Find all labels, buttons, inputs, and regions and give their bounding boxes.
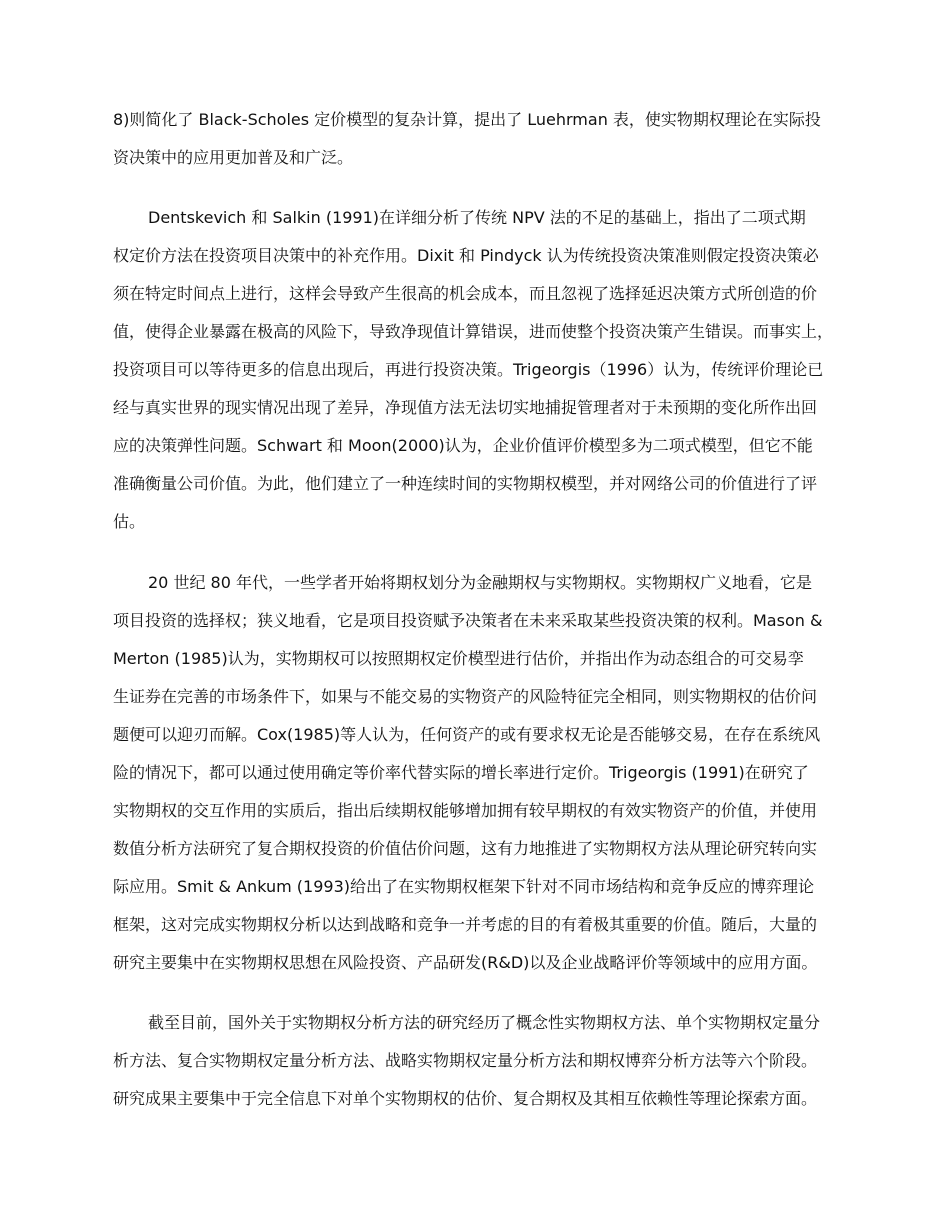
text-line: 20 世纪 80 年代，一些学者开始将期权划分为金融期权与实物期权。实物期权广义地看，它是 (148, 573, 812, 592)
text-line: 研究成果主要集中于完全信息下对单个实物期权的估价、复合期权及其相互依赖性等理论探索方面。 (113, 1089, 818, 1108)
text-line: 项目投资的选择权；狭义地看，它是项目投资赋予决策者在未来采取某些投资决策的权利。Mason & (113, 611, 823, 630)
text-line: 应的决策弹性问题。Schwart 和 Moon(2000)认为，企业价值评价模型多为二项式模型，但它不能 (113, 436, 813, 455)
text-line: 8)则简化了 Black-Scholes 定价模型的复杂计算，提出了 Luehrman 表，使实物期权理论在实际投 (113, 110, 821, 129)
text-line: 生证券在完善的市场条件下，如果与不能交易的实物资产的风险特征完全相同，则实物期权的估价问 (113, 687, 818, 706)
text-line: 研究主要集中在实物期权思想在风险投资、产品研发(R&D)以及企业战略评价等领域中的应用方面。 (113, 953, 818, 972)
text-line: 际应用。Smit & Ankum (1993)给出了在实物期权框架下针对不同市场结构和竞争反应的博弈理论 (113, 877, 814, 896)
text-line: 值，使得企业暴露在极高的风险下，导致净现值计算错误，进而使整个投资决策产生错误。而事实上， (113, 322, 834, 341)
text-line: 权定价方法在投资项目决策中的补充作用。Dixit 和 Pindyck 认为传统投资决策准则假定投资决策必 (113, 246, 819, 265)
text-line: 数值分析方法研究了复合期权投资的价值估价问题，这有力地推进了实物期权方法从理论研究转向实 (113, 839, 818, 858)
text-line: 须在特定时间点上进行，这样会导致产生很高的机会成本，而且忽视了选择延迟决策方式所创造的价 (113, 284, 818, 303)
text-line: 截至目前，国外关于实物期权分析方法的研究经历了概念性实物期权方法、单个实物期权定量分 (148, 1013, 821, 1032)
text-line: 估。 (113, 512, 146, 531)
text-line: Merton (1985)认为，实物期权可以按照期权定价模型进行估价，并指出作为动态组合的可交易孪 (113, 649, 804, 668)
text-line: 资决策中的应用更加普及和广泛。 (113, 148, 354, 167)
text-line: 析方法、复合实物期权定量分析方法、战略实物期权定量分析方法和期权博弈分析方法等六个阶段。 (113, 1051, 818, 1070)
text-line: 经与真实世界的现实情况出现了差异，净现值方法无法切实地捕捉管理者对于未预期的变化所作出回 (113, 398, 818, 417)
text-line: 框架，这对完成实物期权分析以达到战略和竞争一并考虑的目的有着极其重要的价值。随后，大量的 (113, 915, 818, 934)
text-line: 准确衡量公司价值。为此，他们建立了一种连续时间的实物期权模型，并对网络公司的价值进行了评 (113, 474, 818, 493)
text-line: 险的情况下，都可以通过使用确定等价率代替实际的增长率进行定价。Trigeorgis (1991)在研究了 (113, 763, 809, 782)
text-line: 题便可以迎刃而解。Cox(1985)等人认为，任何资产的或有要求权无论是否能够交易，在存在系统风 (113, 725, 821, 744)
text-line: 实物期权的交互作用的实质后，指出后续期权能够增加拥有较早期权的有效实物资产的价值，并使用 (113, 801, 818, 820)
text-line: 投资项目可以等待更多的信息出现后，再进行投资决策。Trigeorgis（1996）认为，传统评价理论已 (113, 360, 824, 379)
text-line: Dentskevich 和 Salkin (1991)在详细分析了传统 NPV 法的不足的基础上，指出了二项式期 (148, 208, 806, 227)
